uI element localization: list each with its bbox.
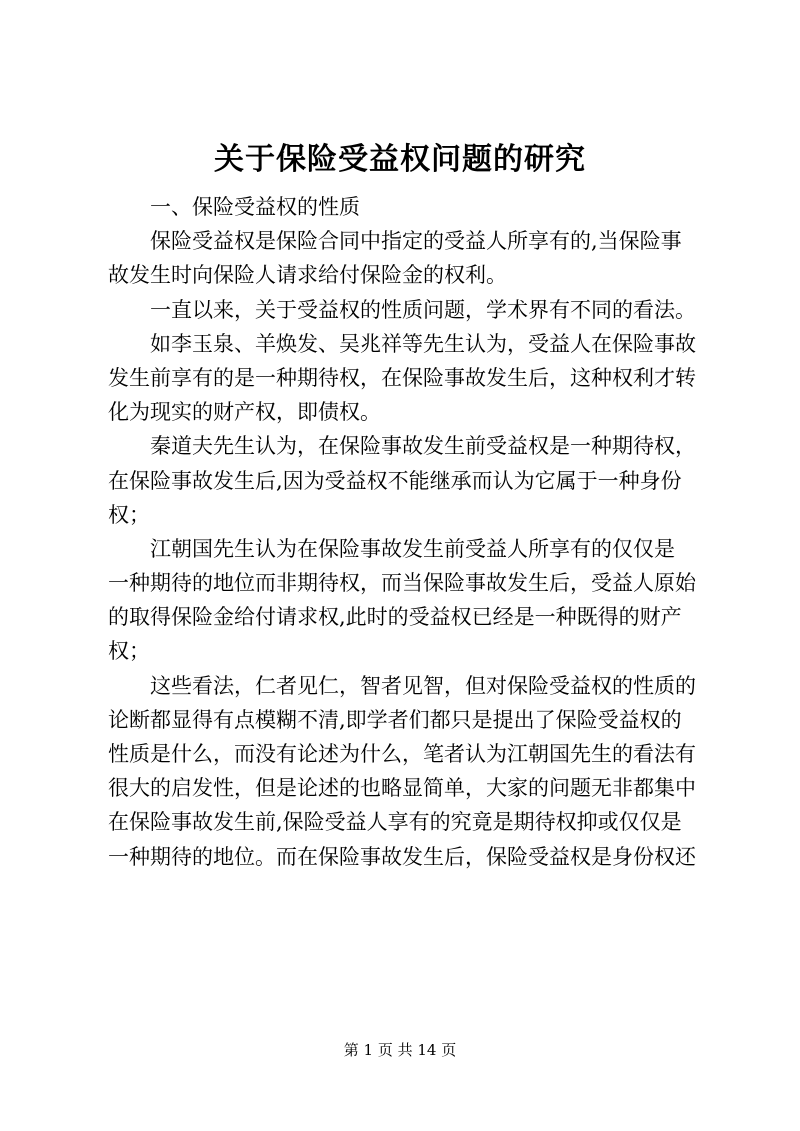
text-line: 权；: [108, 502, 150, 527]
text-line: 这些看法，仁者见仁，智者见智，但对保险受益权的性质的: [150, 673, 696, 698]
text-line: 一、保险受益权的性质: [150, 195, 360, 219]
text-line: 发生前享有的是一种期待权，在保险事故发生后，这种权利才转: [108, 365, 696, 390]
page-title: 关于保险受益权问题的研究: [214, 142, 586, 177]
text-line: 江朝国先生认为在保险事故发生前受益人所享有的仅仅是: [150, 536, 675, 561]
text-line: 秦道夫先生认为，在保险事故发生前受益权是一种期待权，: [150, 434, 696, 459]
text-line: 化为现实的财产权，即债权。: [108, 400, 381, 425]
text-line: 的取得保险金给付请求权,此时的受益权已经是一种既得的财产: [108, 605, 682, 630]
text-line: 在保险事故发生后,因为受益权不能继承而认为它属于一种身份: [108, 468, 682, 493]
text-line: 一种期待的地位而非期待权，而当保险事故发生后，受益人原始: [108, 571, 696, 596]
text-line: 一直以来，关于受益权的性质问题，学术界有不同的看法。: [150, 297, 696, 322]
document-body: [108, 190, 698, 874]
text-line: 论断都显得有点模糊不清,即学者们都只是提出了保险受益权的: [108, 707, 682, 732]
text-line: 如李玉泉、羊焕发、吴兆祥等先生认为，受益人在保险事故: [150, 331, 696, 356]
text-line: 一种期待的地位。而在保险事故发生后，保险受益权是身份权还: [108, 844, 696, 869]
text-line: 很大的启发性，但是论述的也略显简单，大家的问题无非都集中: [108, 776, 696, 801]
text-line: 故发生时向保险人请求给付保险金的权利。: [108, 263, 507, 288]
text-line: 权；: [108, 639, 150, 664]
page-footer: 第 1 页 共 14 页: [343, 1041, 457, 1059]
text-line: 性质是什么，而没有论述为什么，笔者认为江朝国先生的看法有: [108, 742, 696, 766]
text-line: 保险受益权是保险合同中指定的受益人所享有的,当保险事: [150, 229, 682, 254]
text-line: 在保险事故发生前,保险受益人享有的究竟是期待权抑或仅仅是: [108, 810, 682, 835]
